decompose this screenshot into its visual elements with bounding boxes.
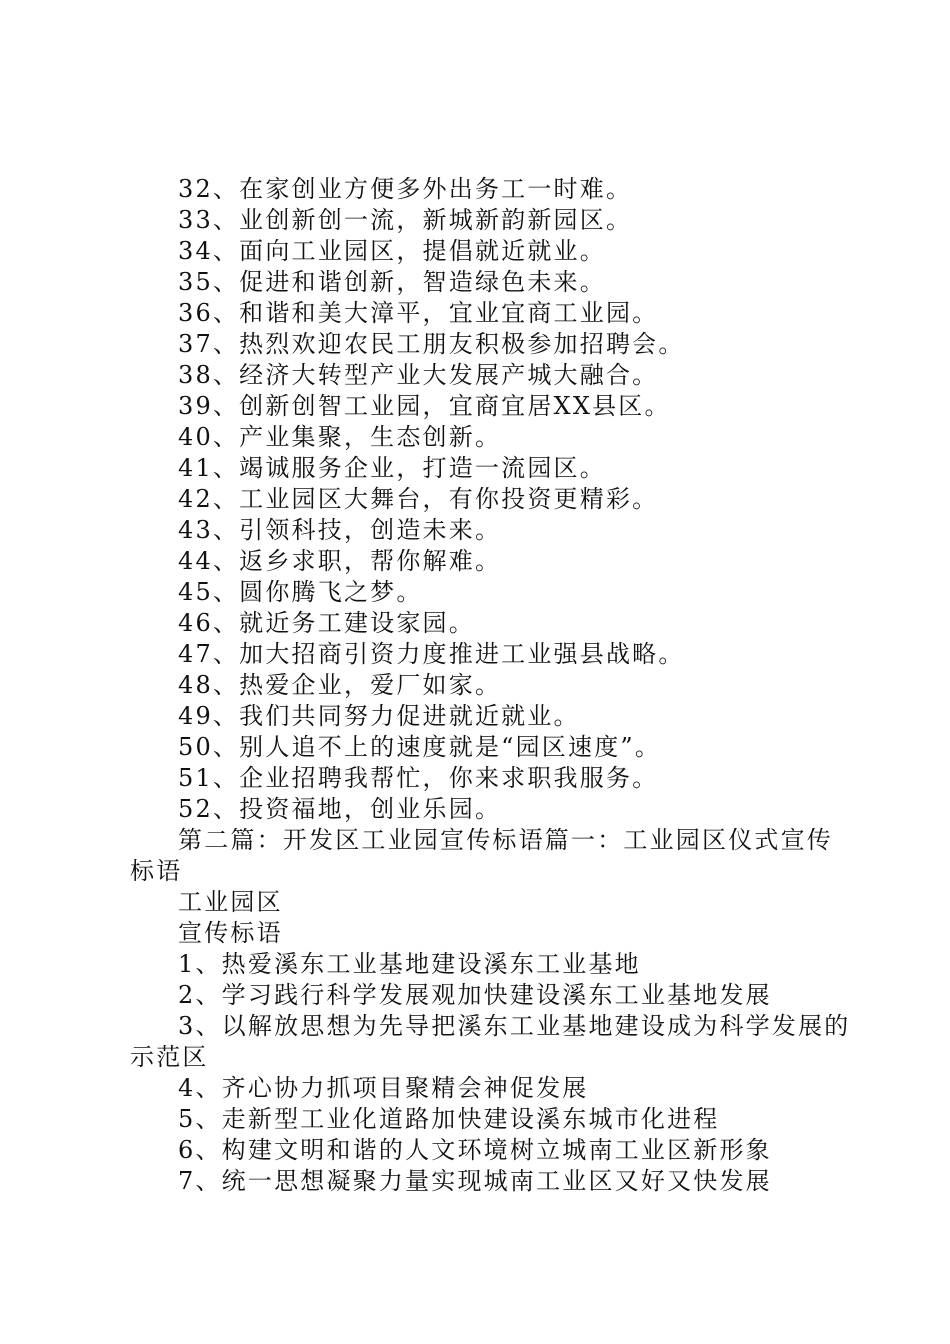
list-item-continuation: 示范区	[130, 1043, 209, 1071]
list-item: 43、引领科技，创造未来。	[178, 516, 502, 544]
list-item: 1、热爱溪东工业基地建设溪东工业基地	[178, 950, 641, 978]
section-heading-continuation: 标语	[130, 857, 183, 885]
section-heading: 第二篇：开发区工业园宣传标语篇一：工业园区仪式宣传	[178, 826, 833, 854]
list-item: 4、齐心协力抓项目聚精会神促发展	[178, 1074, 589, 1102]
list-item: 2、学习践行科学发展观加快建设溪东工业基地发展	[178, 981, 772, 1009]
list-item: 37、热烈欢迎农民工朋友积极参加招聘会。	[178, 330, 685, 358]
list-item: 34、面向工业园区，提倡就近就业。	[178, 237, 606, 265]
document-body	[130, 174, 851, 1197]
list-item: 45、圆你腾飞之梦。	[178, 578, 423, 606]
list-item: 49、我们共同努力促进就近就业。	[178, 702, 580, 730]
list-item: 44、返乡求职，帮你解难。	[178, 547, 502, 575]
list-item: 3、以解放思想为先导把溪东工业基地建设成为科学发展的	[178, 1012, 851, 1040]
list-item: 50、别人追不上的速度就是“园区速度”。	[178, 733, 662, 761]
list-item: 5、走新型工业化道路加快建设溪东城市化进程	[178, 1105, 720, 1133]
list-item: 40、产业集聚，生态创新。	[178, 423, 502, 451]
list-item: 52、投资福地，创业乐园。	[178, 795, 502, 823]
list-item: 36、和谐和美大漳平，宜业宜商工业园。	[178, 299, 659, 327]
list-item: 32、在家创业方便多外出务工一时难。	[178, 175, 633, 203]
subheading: 宣传标语	[178, 919, 283, 947]
list-item: 48、热爱企业，爱厂如家。	[178, 671, 502, 699]
list-item: 39、创新创智工业园，宜商宜居XX县区。	[178, 392, 671, 420]
list-item: 47、加大招商引资力度推进工业强县战略。	[178, 640, 685, 668]
list-item: 6、构建文明和谐的人文环境树立城南工业区新形象	[178, 1136, 772, 1164]
list-item: 35、促进和谐创新，智造绿色未来。	[178, 268, 606, 296]
list-item: 51、企业招聘我帮忙，你来求职我服务。	[178, 764, 659, 792]
list-item: 42、工业园区大舞台，有你投资更精彩。	[178, 485, 659, 513]
list-item: 46、就近务工建设家园。	[178, 609, 475, 637]
list-item: 7、统一思想凝聚力量实现城南工业区又好又快发展	[178, 1167, 772, 1195]
list-item: 38、经济大转型产业大发展产城大融合。	[178, 361, 659, 389]
subheading: 工业园区	[178, 888, 283, 916]
list-item: 41、竭诚服务企业，打造一流园区。	[178, 454, 606, 482]
list-item: 33、业创新创一流，新城新韵新园区。	[178, 206, 633, 234]
